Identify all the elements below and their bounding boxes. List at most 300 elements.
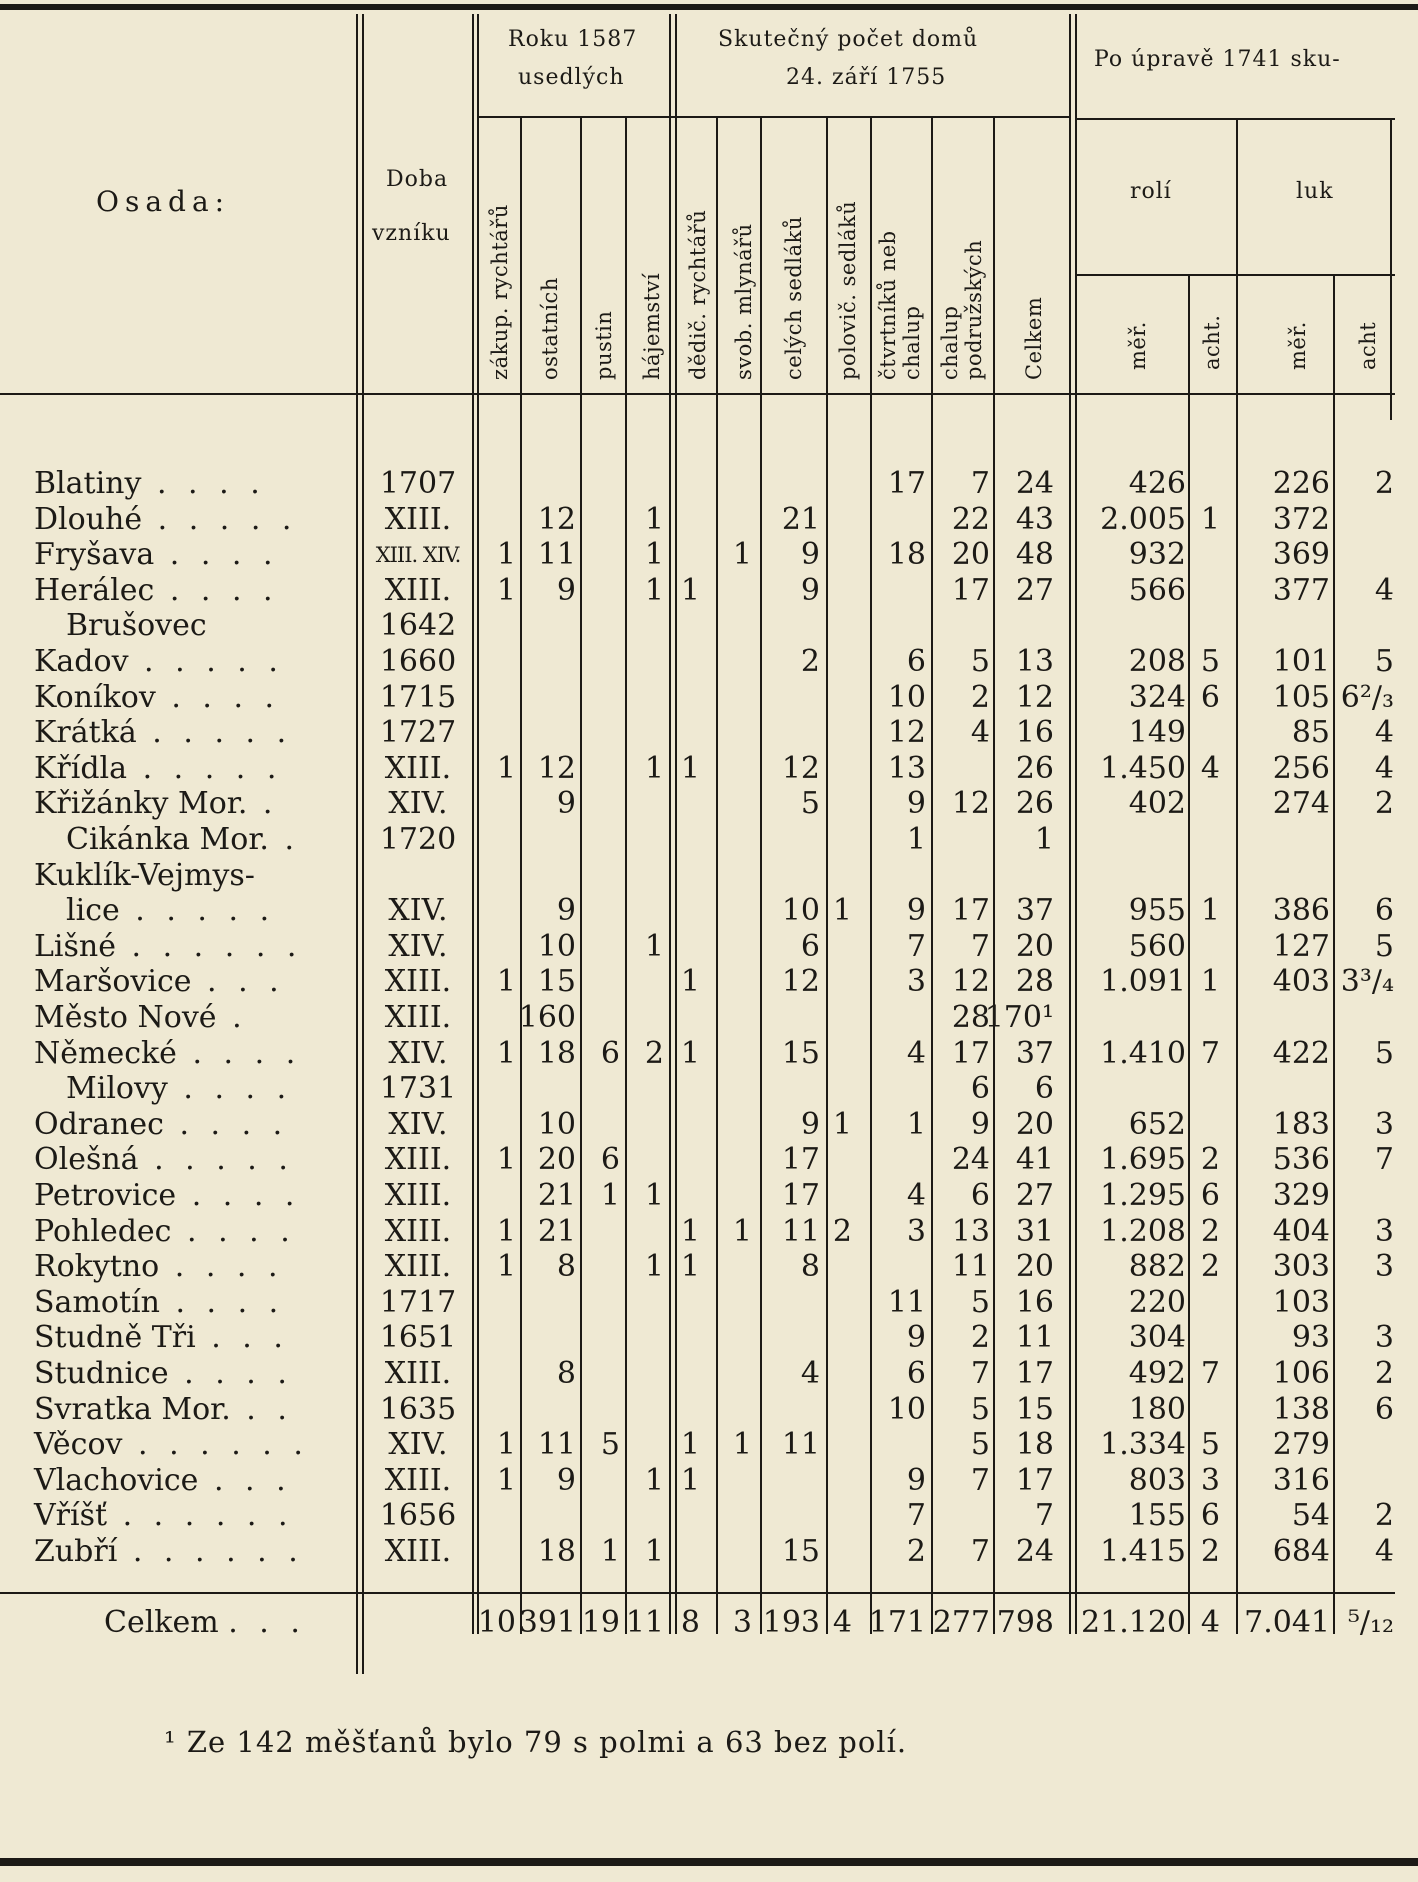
cell-luk-mer: 106 xyxy=(1272,1356,1330,1391)
cell-doba: XIV. xyxy=(388,893,448,928)
cell-luk-mer: 85 xyxy=(1291,715,1330,750)
cell-luk-mer: 316 xyxy=(1272,1463,1330,1498)
subheader-mer-1: měř. xyxy=(1126,321,1150,370)
cell-ctvrtniku: 9 xyxy=(906,786,926,821)
cell-celkem: 41 xyxy=(1015,1142,1054,1177)
place-name: Pohledec . . . . xyxy=(34,1214,296,1249)
cell-celkem: 28 xyxy=(1015,964,1054,999)
cell-roli-mer: 324 xyxy=(1128,680,1186,715)
cell-celych: 2 xyxy=(800,644,820,679)
cell-celych: 9 xyxy=(800,537,820,572)
place-name: Samotín . . . . xyxy=(34,1285,285,1320)
total-label: Celkem . . . xyxy=(104,1605,306,1640)
cell-doba: XIII. xyxy=(384,1356,452,1391)
subheader-ostatnich: ostatních xyxy=(538,277,562,380)
subheader-mer-2: měř. xyxy=(1286,321,1310,370)
table-row xyxy=(0,1214,1418,1250)
cell-celkem: 798 xyxy=(996,1605,1054,1640)
cell-luk-mer: 226 xyxy=(1272,466,1330,501)
subheader-acht-1: acht. xyxy=(1200,314,1224,370)
cell-celych: 5 xyxy=(800,786,820,821)
cell-ctvrtniku: 1 xyxy=(906,1107,926,1142)
cell-luk-mer: 377 xyxy=(1272,573,1330,608)
cell-luk-mer: 372 xyxy=(1272,502,1330,537)
cell-chalup: 277 xyxy=(932,1605,990,1640)
table-row xyxy=(0,1498,1418,1534)
cell-ctvrtniku: 6 xyxy=(906,1356,926,1391)
place-name: Brušovec xyxy=(66,608,207,643)
footnote xyxy=(164,1725,907,1759)
table-row xyxy=(0,502,1418,538)
cell-luk-mer: 422 xyxy=(1272,1036,1330,1071)
cell-roli-mer: 426 xyxy=(1128,466,1186,501)
cell-chalup: 5 xyxy=(970,1427,990,1462)
cell-ctvrtniku: 4 xyxy=(906,1178,926,1213)
cell-celych: 21 xyxy=(781,502,820,537)
cell-roli-acht: 2 xyxy=(1200,1214,1220,1249)
cell-roli-mer: 1.334 xyxy=(1100,1427,1186,1462)
cell-ostatnich: 18 xyxy=(537,1534,576,1569)
cell-roli-mer: 155 xyxy=(1128,1498,1186,1533)
cell-chalup: 12 xyxy=(951,786,990,821)
cell-celych: 6 xyxy=(800,929,820,964)
subheader-celkem: Celkem xyxy=(1022,296,1046,380)
cell-roli-mer: 882 xyxy=(1128,1249,1186,1284)
cell-doba: XIV. xyxy=(388,929,448,964)
cell-chalup: 9 xyxy=(970,1107,990,1142)
cell-celkem: 37 xyxy=(1015,893,1054,928)
cell-hajemstvi: 1 xyxy=(644,502,664,537)
cell-chalup: 5 xyxy=(970,1285,990,1320)
header-rule-1 xyxy=(477,116,1069,118)
header-uprave: Po úpravě 1741 sku- xyxy=(1094,47,1341,72)
cell-luk-mer: 403 xyxy=(1272,964,1330,999)
place-name: Blatiny . . . . xyxy=(34,466,266,501)
place-name: Herálec . . . . xyxy=(34,573,279,608)
cell-roli-acht: 5 xyxy=(1200,1427,1220,1462)
cell-chalup: 7 xyxy=(970,1534,990,1569)
cell-ostatnich: 10 xyxy=(537,1107,576,1142)
cell-celkem: 26 xyxy=(1015,751,1054,786)
cell-roli-mer: 1.091 xyxy=(1100,964,1186,999)
cell-ostatnich: 12 xyxy=(537,502,576,537)
cell-celkem: 24 xyxy=(1015,466,1054,501)
cell-roli-mer: 955 xyxy=(1128,893,1186,928)
cell-celkem: 48 xyxy=(1015,537,1054,572)
cell-roli-mer: 21.120 xyxy=(1081,1605,1186,1640)
footnote-mark: ¹ xyxy=(164,1725,177,1759)
cell-hajemstvi: 1 xyxy=(644,537,664,572)
table-row xyxy=(0,786,1418,822)
cell-luk-mer: 274 xyxy=(1272,786,1330,821)
cell-luk-acht: 4 xyxy=(1374,751,1394,786)
cell-pustin: 6 xyxy=(600,1142,620,1177)
cell-doba: 1720 xyxy=(379,822,457,857)
cell-doba: 1715 xyxy=(379,680,457,715)
cell-hajemstvi: 11 xyxy=(625,1605,664,1640)
cell-celkem: 12 xyxy=(1015,680,1054,715)
table-row xyxy=(0,1071,1418,1107)
cell-celkem: 37 xyxy=(1015,1036,1054,1071)
cell-dedic: 1 xyxy=(680,1427,700,1462)
cell-roli-acht: 4 xyxy=(1200,1605,1220,1640)
cell-ostatnich: 160 xyxy=(518,1000,576,1035)
cell-poloviv: 1 xyxy=(832,893,852,928)
cell-luk-mer: 279 xyxy=(1272,1427,1330,1462)
cell-luk-acht: 5 xyxy=(1374,1036,1394,1071)
subheader-pustin: pustin xyxy=(592,310,616,380)
cell-doba: 1656 xyxy=(379,1498,457,1533)
cell-zakup: 1 xyxy=(496,1036,516,1071)
subheader-chalup-2: podružských xyxy=(962,239,986,380)
cell-zakup: 1 xyxy=(496,1142,516,1177)
cell-luk-mer: 536 xyxy=(1272,1142,1330,1177)
cell-doba: XIII. xyxy=(384,502,452,537)
cell-chalup: 4 xyxy=(970,715,990,750)
cell-chalup: 7 xyxy=(970,466,990,501)
header-usedlych: usedlých xyxy=(518,65,625,90)
cell-celkem: 31 xyxy=(1015,1214,1054,1249)
cell-doba: XIV. xyxy=(388,786,448,821)
cell-celkem: 16 xyxy=(1015,715,1054,750)
cell-luk-mer: 369 xyxy=(1272,537,1330,572)
cell-pustin: 1 xyxy=(600,1178,620,1213)
cell-luk-acht: 4 xyxy=(1374,715,1394,750)
cell-poloviv: 1 xyxy=(832,1107,852,1142)
place-name: Krátká . . . . . xyxy=(34,715,293,750)
footnote-text: Ze 142 měšťanů bylo 79 s polmi a 63 bez polí. xyxy=(186,1725,908,1759)
cell-ctvrtniku: 2 xyxy=(906,1534,926,1569)
cell-ctvrtniku: 9 xyxy=(906,893,926,928)
cell-doba: XIII. xyxy=(384,751,452,786)
table-row xyxy=(0,893,1418,929)
cell-doba: XIII. xyxy=(384,1000,452,1035)
cell-luk-acht: 3 xyxy=(1374,1320,1394,1355)
cell-ctvrtniku: 4 xyxy=(906,1036,926,1071)
cell-roli-acht: 6 xyxy=(1200,1498,1220,1533)
table-row xyxy=(0,751,1418,787)
cell-doba: XIII. xyxy=(384,1534,452,1569)
cell-dedic: 8 xyxy=(680,1605,700,1640)
cell-celkem: 20 xyxy=(1015,1107,1054,1142)
cell-roli-mer: 803 xyxy=(1128,1463,1186,1498)
cell-zakup: 1 xyxy=(496,1249,516,1284)
cell-roli-acht: 2 xyxy=(1200,1534,1220,1569)
bottom-rule xyxy=(0,1858,1418,1866)
cell-ctvrtniku: 7 xyxy=(906,929,926,964)
cell-zakup: 1 xyxy=(496,573,516,608)
place-name: Studnice . . . . xyxy=(34,1356,293,1391)
cell-doba: 1651 xyxy=(379,1320,457,1355)
cell-svob: 1 xyxy=(732,1427,752,1462)
cell-luk-acht: 2 xyxy=(1374,466,1394,501)
cell-hajemstvi: 1 xyxy=(644,1534,664,1569)
cell-roli-acht: 4 xyxy=(1200,751,1220,786)
cell-doba: XIII. xyxy=(384,1178,452,1213)
cell-celkem: 18 xyxy=(1015,1427,1054,1462)
table-row xyxy=(0,1178,1418,1214)
cell-chalup: 6 xyxy=(970,1071,990,1106)
cell-zakup: 1 xyxy=(496,1463,516,1498)
table-row xyxy=(0,1142,1418,1178)
cell-luk-acht: 3 xyxy=(1374,1107,1394,1142)
place-name: Lišné . . . . . . xyxy=(34,929,303,964)
cell-doba: XIII. xyxy=(384,1214,452,1249)
cell-doba: XIII. xyxy=(384,1142,452,1177)
place-name: Koníkov . . . . xyxy=(34,680,281,715)
cell-doba: 1731 xyxy=(379,1071,457,1106)
cell-ostatnich: 8 xyxy=(556,1249,576,1284)
cell-zakup: 1 xyxy=(496,1214,516,1249)
cell-doba: XIV. xyxy=(388,1036,448,1071)
header-zari: 24. září 1755 xyxy=(786,65,947,90)
cell-celkem: 11 xyxy=(1015,1320,1054,1355)
subheader-ctvrtniku-1: čtvrtníků neb xyxy=(876,230,900,380)
cell-svob: 1 xyxy=(732,537,752,572)
subheader-svob: svob. mlynářů xyxy=(732,223,756,380)
cell-ctvrtniku: 9 xyxy=(906,1463,926,1498)
cell-celkem: 16 xyxy=(1015,1285,1054,1320)
cell-dedic: 1 xyxy=(680,1036,700,1071)
cell-ctvrtniku: 6 xyxy=(906,644,926,679)
cell-roli-mer: 1.208 xyxy=(1100,1214,1186,1249)
place-name: Olešná . . . . . xyxy=(34,1142,294,1177)
cell-roli-mer: 1.410 xyxy=(1100,1036,1186,1071)
cell-zakup: 1 xyxy=(496,1427,516,1462)
cell-ctvrtniku: 11 xyxy=(887,1285,926,1320)
cell-celych: 11 xyxy=(781,1427,820,1462)
cell-celych: 9 xyxy=(800,573,820,608)
cell-ctvrtniku: 171 xyxy=(868,1605,926,1640)
cell-ostatnich: 391 xyxy=(518,1605,576,1640)
table-row xyxy=(0,537,1418,573)
cell-celkem: 1 xyxy=(1034,822,1054,857)
cell-roli-mer: 402 xyxy=(1128,786,1186,821)
cell-ostatnich: 12 xyxy=(537,751,576,786)
cell-chalup: 12 xyxy=(951,964,990,999)
cell-doba: 1635 xyxy=(379,1392,457,1427)
cell-celych: 12 xyxy=(781,964,820,999)
header-doba: Doba xyxy=(386,167,449,192)
place-name: Fryšava . . . . xyxy=(34,537,279,572)
cell-poloviv: 4 xyxy=(832,1605,852,1640)
cell-luk-mer: 684 xyxy=(1272,1534,1330,1569)
cell-chalup: 5 xyxy=(970,644,990,679)
cell-luk-acht: 6 xyxy=(1374,1392,1394,1427)
cell-roli-mer: 652 xyxy=(1128,1107,1186,1142)
cell-ostatnich: 20 xyxy=(537,1142,576,1177)
cell-ctvrtniku: 1 xyxy=(906,822,926,857)
place-name: Milovy . . . . xyxy=(66,1071,293,1106)
cell-roli-acht: 2 xyxy=(1200,1249,1220,1284)
cell-celych: 12 xyxy=(781,751,820,786)
cell-celkem: 24 xyxy=(1015,1534,1054,1569)
header-roku1587: Roku 1587 xyxy=(508,27,638,52)
cell-roli-acht: 7 xyxy=(1200,1036,1220,1071)
place-name: Dlouhé . . . . . xyxy=(34,502,298,537)
place-name: Německé . . . . xyxy=(34,1036,302,1071)
cell-luk-mer: 103 xyxy=(1272,1285,1330,1320)
col-divider-right xyxy=(1390,120,1392,420)
cell-chalup: 2 xyxy=(970,1320,990,1355)
table-row xyxy=(0,1249,1418,1285)
cell-luk-acht: 2 xyxy=(1374,1498,1394,1533)
table-row xyxy=(0,466,1418,502)
header-skutecny: Skutečný počet domů xyxy=(718,27,979,52)
table-row xyxy=(0,1463,1418,1499)
cell-chalup: 28 xyxy=(951,1000,990,1035)
cell-luk-mer: 127 xyxy=(1272,929,1330,964)
cell-chalup: 7 xyxy=(970,929,990,964)
cell-roli-mer: 1.295 xyxy=(1100,1178,1186,1213)
header-osada: Osada: xyxy=(96,185,231,218)
cell-celkem: 170¹ xyxy=(984,1000,1054,1035)
table-row xyxy=(0,822,1418,858)
cell-celkem: 15 xyxy=(1015,1392,1054,1427)
header-luk: luk xyxy=(1296,179,1334,204)
cell-luk-mer: 138 xyxy=(1272,1392,1330,1427)
cell-roli-acht: 1 xyxy=(1200,893,1220,928)
place-name: Rokytno . . . . xyxy=(34,1249,284,1284)
cell-doba: XIV. xyxy=(388,1107,448,1142)
cell-ctvrtniku: 12 xyxy=(887,715,926,750)
cell-ctvrtniku: 18 xyxy=(887,537,926,572)
cell-roli-mer: 304 xyxy=(1128,1320,1186,1355)
cell-roli-mer: 220 xyxy=(1128,1285,1186,1320)
cell-chalup: 7 xyxy=(970,1463,990,1498)
table-row xyxy=(0,715,1418,751)
cell-hajemstvi: 1 xyxy=(644,1463,664,1498)
cell-luk-acht: ⁵/₁₂ xyxy=(1347,1605,1394,1640)
cell-doba: XIV. xyxy=(388,1427,448,1462)
cell-celych: 15 xyxy=(781,1036,820,1071)
cell-roli-mer: 208 xyxy=(1128,644,1186,679)
cell-zakup: 1 xyxy=(496,537,516,572)
cell-luk-mer: 256 xyxy=(1272,751,1330,786)
cell-celych: 193 xyxy=(762,1605,820,1640)
cell-luk-acht: 3 xyxy=(1374,1214,1394,1249)
table-row xyxy=(0,964,1418,1000)
cell-roli-mer: 149 xyxy=(1128,715,1186,750)
cell-celych: 17 xyxy=(781,1178,820,1213)
cell-luk-acht: 4 xyxy=(1374,573,1394,608)
cell-ostatnich: 11 xyxy=(537,1427,576,1462)
table-row xyxy=(0,1427,1418,1463)
cell-ostatnich: 9 xyxy=(556,893,576,928)
cell-celych: 10 xyxy=(781,893,820,928)
cell-roli-mer: 566 xyxy=(1128,573,1186,608)
cell-roli-mer: 932 xyxy=(1128,537,1186,572)
cell-poloviv: 2 xyxy=(832,1214,852,1249)
cell-ostatnich: 11 xyxy=(537,537,576,572)
cell-pustin: 6 xyxy=(600,1036,620,1071)
cell-luk-acht: 5 xyxy=(1374,929,1394,964)
cell-doba: XIII. xyxy=(384,1249,452,1284)
cell-celkem: 17 xyxy=(1015,1463,1054,1498)
cell-dedic: 1 xyxy=(680,1463,700,1498)
subheader-hajemstvi: hájemství xyxy=(640,272,664,380)
place-name: Vříšť . . . . . . xyxy=(34,1498,294,1533)
cell-doba: 1727 xyxy=(379,715,457,750)
cell-pustin: 19 xyxy=(581,1605,620,1640)
total-top-rule xyxy=(0,1592,1395,1594)
header-roli: rolí xyxy=(1130,179,1172,204)
cell-roli-mer: 180 xyxy=(1128,1392,1186,1427)
cell-chalup: 17 xyxy=(951,573,990,608)
cell-doba: XIII. xyxy=(384,573,452,608)
table-row xyxy=(0,1534,1418,1570)
cell-zakup: 1 xyxy=(496,751,516,786)
cell-dedic: 1 xyxy=(680,751,700,786)
cell-roli-acht: 1 xyxy=(1200,964,1220,999)
cell-luk-mer: 386 xyxy=(1272,893,1330,928)
place-name: lice . . . . . xyxy=(66,893,276,928)
cell-ostatnich: 18 xyxy=(537,1036,576,1071)
subheader-dedic: dědič. rychtářů xyxy=(686,209,710,380)
cell-celkem: 20 xyxy=(1015,1249,1054,1284)
cell-celkem: 7 xyxy=(1034,1498,1054,1533)
subheader-ctvrtniku-2: chalup xyxy=(900,305,924,380)
cell-celych: 8 xyxy=(800,1249,820,1284)
cell-roli-acht: 1 xyxy=(1200,502,1220,537)
cell-celkem: 20 xyxy=(1015,929,1054,964)
cell-luk-acht: 5 xyxy=(1374,644,1394,679)
cell-doba: 1642 xyxy=(379,608,457,643)
cell-chalup: 13 xyxy=(951,1214,990,1249)
total-row xyxy=(0,1605,1418,1641)
cell-celkem: 6 xyxy=(1034,1071,1054,1106)
cell-luk-acht: 2 xyxy=(1374,786,1394,821)
cell-luk-mer: 101 xyxy=(1272,644,1330,679)
table-row xyxy=(0,608,1418,644)
table-row xyxy=(0,680,1418,716)
table-row xyxy=(0,1356,1418,1392)
subheader-celych: celých sedláků xyxy=(782,216,806,380)
table-row xyxy=(0,929,1418,965)
table-row xyxy=(0,1320,1418,1356)
cell-luk-mer: 7.041 xyxy=(1244,1605,1330,1640)
place-name: Věcov . . . . . . xyxy=(34,1427,309,1462)
cell-celych: 4 xyxy=(800,1356,820,1391)
cell-ostatnich: 21 xyxy=(537,1178,576,1213)
cell-celkem: 17 xyxy=(1015,1356,1054,1391)
cell-roli-acht: 5 xyxy=(1200,644,1220,679)
table-row xyxy=(0,1000,1418,1036)
table-row xyxy=(0,573,1418,609)
cell-celkem: 27 xyxy=(1015,1178,1054,1213)
cell-roli-mer: 1.695 xyxy=(1100,1142,1186,1177)
cell-dedic: 1 xyxy=(680,1249,700,1284)
cell-luk-mer: 54 xyxy=(1291,1498,1330,1533)
subheader-zakup: zákup. rychtářů xyxy=(488,204,512,380)
table-row xyxy=(0,644,1418,680)
cell-ostatnich: 9 xyxy=(556,1463,576,1498)
cell-ostatnich: 9 xyxy=(556,573,576,608)
cell-luk-acht: 7 xyxy=(1374,1142,1394,1177)
cell-ostatnich: 9 xyxy=(556,786,576,821)
header-rule-2 xyxy=(1075,118,1395,120)
cell-roli-acht: 2 xyxy=(1200,1142,1220,1177)
cell-luk-mer: 93 xyxy=(1291,1320,1330,1355)
place-name: Křídla . . . . . xyxy=(34,751,283,786)
place-name: Město Nové . xyxy=(34,1000,248,1035)
cell-luk-acht: 2 xyxy=(1374,1356,1394,1391)
cell-celkem: 26 xyxy=(1015,786,1054,821)
cell-roli-mer: 1.415 xyxy=(1100,1534,1186,1569)
place-name: Zubří . . . . . . xyxy=(34,1534,304,1569)
subheader-poloviv: polovič. sedláků xyxy=(836,200,860,380)
subheader-chalup-1: chalup xyxy=(938,305,962,380)
